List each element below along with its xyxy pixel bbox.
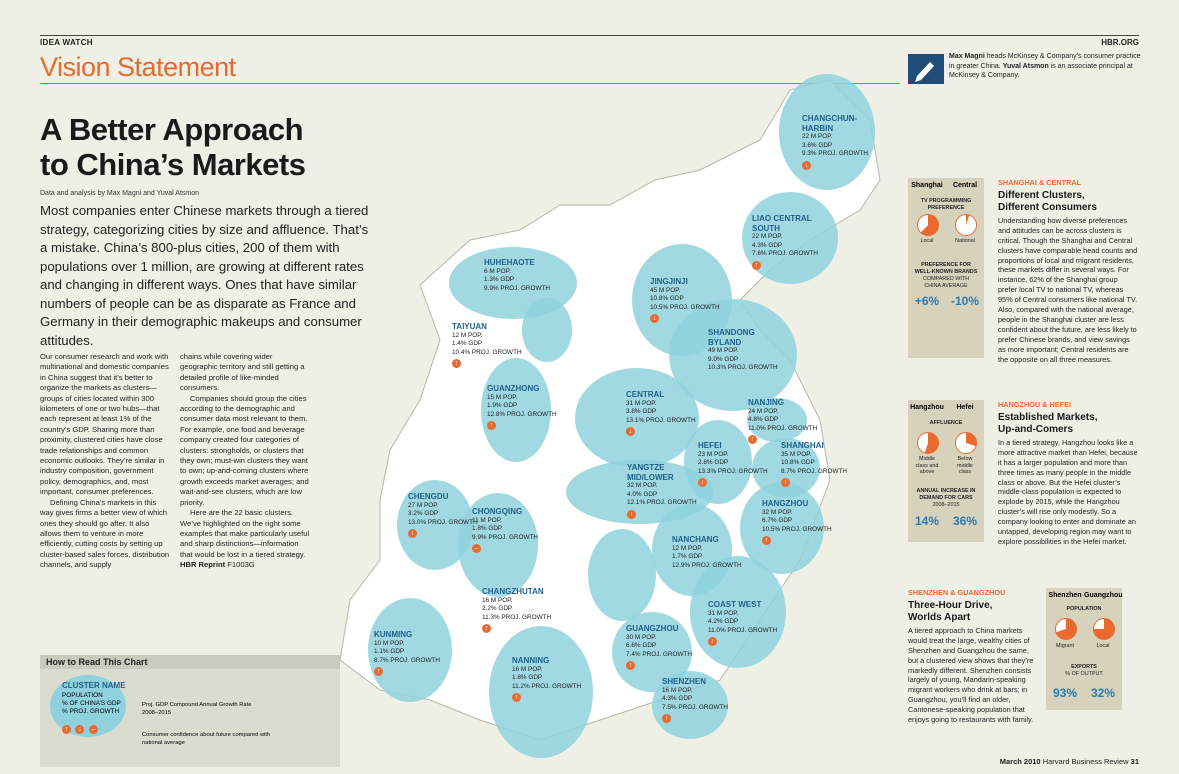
up-arrow-icon: ↑ — [482, 624, 491, 633]
kicker: IDEA WATCH — [40, 38, 93, 47]
metric-label — [908, 198, 984, 212]
legend-icons — [62, 718, 98, 736]
cluster-label — [672, 535, 742, 570]
cluster-growth: 12.8% PROJ. GROWTH — [487, 410, 557, 418]
col-b: Hefei — [956, 404, 974, 411]
value-a: 93% — [1052, 686, 1078, 700]
cluster-population: 10 M POP. — [374, 639, 405, 647]
cluster-growth: 7.5% PROJ. GROWTH — [662, 703, 729, 711]
pen-icon — [908, 54, 944, 84]
caption-line: middle — [957, 462, 973, 469]
cluster-growth: 9.9% PROJ. GROWTH — [472, 533, 539, 541]
legend-cluster-name: CLUSTER NAME — [62, 681, 126, 690]
value-b: -10% — [950, 294, 979, 308]
down-arrow-icon: ↓ — [650, 314, 659, 323]
cluster-gdp: 4.3% GDP — [662, 695, 693, 703]
pie-caption: Local — [920, 238, 934, 244]
panel-title — [998, 412, 1138, 436]
metric-label: POPULATION — [1066, 606, 1102, 612]
cluster-growth: 13.0% PROJ. GROWTH — [408, 518, 478, 526]
up-arrow-icon: ↑ — [752, 261, 761, 270]
cluster-population: 45 M POP. — [650, 286, 681, 294]
cluster-growth: 7.4% PROJ. GROWTH — [626, 650, 693, 658]
panel-hangzhou-hefei — [908, 400, 984, 542]
down-arrow-icon: ↓ — [408, 529, 417, 538]
cluster-population: 32 M POP. — [762, 508, 793, 516]
cluster-gdp: 4.3% GDP — [752, 241, 783, 249]
metric-label — [908, 488, 984, 509]
cluster-name: SHANGHAI — [781, 441, 824, 450]
author-note — [949, 52, 1144, 81]
panel-section: SHENZHEN & GUANGZHOU — [908, 588, 1006, 597]
metric-label: AFFLUENCE — [929, 420, 963, 426]
neutral-arrow-icon: – — [472, 544, 481, 553]
down-arrow-icon: ↓ — [626, 427, 635, 436]
cluster-name: CHONGQING — [472, 507, 523, 516]
up-arrow-icon: ↑ — [781, 478, 790, 487]
cluster-name: HEFEI — [698, 441, 722, 450]
reprint-code: F1003G — [227, 560, 255, 570]
pie-chart — [955, 214, 977, 236]
cluster-name: HANGZHOU — [762, 499, 809, 508]
label-line: PREFERENCE FOR — [921, 262, 971, 268]
folio — [1000, 757, 1139, 766]
cluster-label — [472, 507, 538, 554]
cluster-growth: 11.0% PROJ. GROWTH — [748, 424, 818, 432]
panel-shanghai-central — [908, 178, 984, 358]
title-line: Up-and-Comers — [998, 423, 1074, 435]
cluster-name: MID/LOWER — [627, 472, 674, 482]
col-a: Hangzhou — [910, 404, 944, 411]
metric-label — [1046, 664, 1122, 678]
cluster-name: CHANGZHUTAN — [482, 587, 544, 596]
cluster-gdp: 4.8% GDP — [748, 416, 779, 424]
cluster-gdp: 1.3% GDP — [484, 276, 515, 284]
cluster-name: GUANGZHOU — [626, 624, 679, 633]
cluster-growth: 13.3% PROJ. GROWTH — [698, 467, 768, 475]
metric-label — [908, 262, 984, 290]
caption-line: Below — [957, 456, 973, 462]
cluster-name: BYLAND — [708, 337, 742, 347]
cluster-label — [512, 656, 581, 703]
up-arrow-icon: ↑ — [748, 435, 757, 444]
col-a: Shanghai — [911, 182, 943, 189]
cluster-label — [374, 630, 440, 677]
page-number: 31 — [1130, 757, 1139, 766]
cluster-population: 22 M POP. — [752, 233, 783, 240]
cluster-bubble — [588, 529, 656, 621]
cluster-gdp: 1.1% GDP — [374, 648, 405, 656]
legend-gdp: % OF CHINA’S GDP — [62, 700, 121, 707]
caption-line: class and — [915, 462, 939, 469]
panel-body: A tiered approach to China markets would treat the large, wealthy cities of Shenzhen and Guangzhou the same, but a clustered view shows that they’re markedly different. Shenzhen consists largely of young, Mandarin-speaking migrant workers who drink at bars; in Guangzhou, you’ll find an older, Cantonese-speaking population that enjoys going to restaurants with family. — [908, 625, 1034, 725]
cluster-label — [626, 390, 696, 437]
col-b: Guangzhou — [1084, 592, 1123, 599]
author-note-end: is an associate principal at McKinsey & Company. — [949, 62, 1133, 79]
neutral-icon: – — [89, 725, 98, 734]
cluster-population: 35 M POP. — [781, 450, 812, 458]
cluster-population: 12 M POP. — [672, 544, 703, 552]
cluster-name: SHENZHEN — [662, 677, 707, 686]
cluster-name: HARBIN — [802, 123, 834, 133]
label-line: EXPORTS — [1071, 664, 1097, 670]
col-b: Central — [952, 182, 978, 189]
pie-chart — [917, 432, 939, 454]
cluster-growth: 10.5% PROJ. GROWTH — [650, 303, 720, 311]
body-column-2 — [180, 352, 310, 571]
panel-title — [908, 600, 1038, 624]
cluster-label — [650, 277, 720, 324]
pie-chart — [955, 432, 977, 454]
cluster-label — [762, 499, 832, 546]
up-arrow-icon: ↑ — [374, 667, 383, 676]
cluster-name: KUNMING — [374, 630, 413, 639]
up-arrow-icon: ↑ — [762, 536, 771, 545]
cluster-population: 16 M POP. — [482, 596, 513, 604]
cluster-gdp: 4.2% GDP — [708, 618, 739, 626]
headline-line-2: to China’s Markets — [40, 147, 306, 182]
pie-chart — [917, 214, 939, 236]
cluster-growth: 8.7% PROJ. GROWTH — [781, 467, 848, 475]
cluster-population: 6 M POP. — [484, 267, 511, 275]
cluster-name: NANJING — [748, 398, 785, 407]
cluster-population: 49 M POP. — [708, 347, 739, 354]
site-link[interactable]: HBR.ORG — [1101, 38, 1139, 47]
body-text: Here are the 22 basic clusters. We’ve highlighted on the right some examples that make particularly useful and sharp distinctions—information that would be lost in a tiered strategy. — [180, 508, 310, 559]
headline — [40, 112, 360, 182]
pie-caption — [946, 456, 984, 476]
up-arrow-icon: ↑ — [512, 693, 521, 702]
label-line: 2008–2015 — [932, 502, 960, 508]
cluster-gdp: 9.0% GDP — [708, 355, 739, 363]
cluster-name: GUANZHONG — [487, 384, 540, 393]
legend-box — [40, 655, 340, 767]
cluster-population: 32 M POP. — [627, 482, 658, 489]
body-paragraph: Our consumer research and work with multinational and domestic companies in China suggest that it’s better to organize the markets as clusters—groups of cities located within 300 kilometers of one or two hubs—that each represent at least 1% of the country’s GDP. Sharing more than proximity, clustered cities have close trade relationships and common economic outlooks. They’re similar in industry composition, government policy, demographics, and, most important, consumer preferences. — [40, 352, 169, 497]
cluster-name: COAST WEST — [708, 600, 762, 609]
magazine-name: Harvard Business Review — [1042, 757, 1129, 766]
legend-population: POPULATION — [62, 692, 103, 699]
panel-text-shenzhen-guangzhou — [908, 588, 1038, 725]
cluster-label — [626, 624, 692, 671]
cluster-gdp: 1.7% GDP — [672, 553, 703, 561]
cluster-gdp: 10.8% GDP — [650, 295, 684, 303]
cluster-label — [748, 398, 817, 445]
up-arrow-icon: ↑ — [626, 661, 635, 670]
cluster-label — [802, 114, 868, 170]
cluster-population: 31 M POP. — [708, 609, 739, 617]
body-paragraph: Defining China’s markets in this way gives firms a better view of which ones they should go after. It also allows them to venture in more efficiently, cutting costs by setting up cluster-based sales forces, distribution channels, and supply — [40, 497, 170, 570]
panel-section: SHANGHAI & CENTRAL — [998, 178, 1082, 187]
value-b: 32% — [1090, 686, 1116, 700]
cluster-label — [708, 600, 777, 647]
cluster-growth: 8.7% PROJ. GROWTH — [374, 656, 441, 664]
cluster-name: LIAO CENTRAL — [752, 214, 812, 223]
cluster-label — [708, 328, 778, 373]
panel-body: In a tiered strategy, Hangzhou looks like a more attractive market than Hefei, because it has a larger population and more than three times as many people in the middle class or above. But the Hefei cluster’s middle-class population is expected to explode by 2015, while the Hangzhou cluster’s will rise only modestly. So a company looking to enter and dominate an untapped, developing region may want to explore possibilities in the Hefei market. — [998, 437, 1138, 546]
up-arrow-icon: ↑ — [487, 421, 496, 430]
cluster-population: 24 M POP. — [748, 407, 779, 415]
label-line: PREFERENCE — [927, 205, 965, 211]
cluster-label — [408, 492, 478, 539]
cluster-name: CENTRAL — [626, 390, 665, 399]
label-line: COMPARED WITH — [922, 276, 970, 282]
up-arrow-icon: ↑ — [62, 725, 71, 734]
cluster-growth: 7.6% PROJ. GROWTH — [752, 250, 819, 258]
cluster-gdp: 10.8% GDP — [781, 459, 815, 467]
cluster-growth: 10.4% PROJ. GROWTH — [452, 348, 522, 356]
cluster-gdp: 3.6% GDP — [802, 141, 833, 149]
cluster-label — [487, 384, 557, 431]
cluster-name: HUHEHAOTE — [484, 258, 535, 267]
author-name-1: Max Magni — [949, 53, 985, 60]
author-name-2: Yuval Atsmon — [1002, 62, 1049, 70]
cluster-bubble — [522, 298, 572, 362]
cluster-gdp: 1.8% GDP — [472, 525, 503, 533]
body-paragraph: Companies should group the cities according to the demographic and consumer data most relevant to them. For example, one food and beverage company created four categories of clusters: strongholds, or clusters that they own; must-win clusters they want to own; up-and-coming clusters where growth exceeds market averages; and wait-and-see clusters, which are low priority. — [180, 393, 309, 507]
cluster-population: 16 M POP. — [662, 686, 693, 694]
label-line: ANNUAL INCREASE IN — [916, 488, 976, 494]
cluster-name: CHANGCHUN- — [802, 114, 858, 123]
label-line: CHINA AVERAGE — [924, 283, 968, 289]
cluster-growth: 10.3% PROJ. GROWTH — [708, 364, 778, 372]
cluster-population: 15 M POP. — [487, 393, 518, 401]
author-note-mid: heads McKinsey & Company’s consumer practice in greater China. — [949, 53, 1141, 70]
caption-line: Middle — [919, 456, 935, 462]
panel-title — [998, 190, 1138, 214]
cluster-gdp: 2.8% GDP — [698, 459, 729, 467]
reprint-label: HBR Reprint — [180, 560, 226, 570]
cluster-growth: 12.1% PROJ. GROWTH — [627, 499, 697, 507]
panel-section: HANGZHOU & HEFEI — [998, 400, 1071, 409]
down-arrow-icon: ↓ — [708, 637, 717, 646]
cluster-population: 30 M POP. — [626, 633, 657, 641]
panel-text-shanghai-central — [998, 178, 1138, 365]
body-paragraph: chains while covering wider geographic territory and still getting a detailed profile of like-minded consumers. — [180, 352, 305, 393]
title-line: Different Clusters, — [998, 189, 1085, 201]
cluster-gdp: 1.8% GDP — [512, 674, 543, 682]
cluster-label — [662, 677, 728, 724]
pie-chart — [1055, 618, 1077, 640]
cluster-name: NANCHANG — [672, 535, 719, 544]
panel-text-hangzhou-hefei — [998, 400, 1138, 547]
label-line: DEMAND FOR CARS — [919, 495, 973, 501]
cluster-growth: 11.3% PROJ. GROWTH — [482, 613, 552, 621]
title-line: Worlds Apart — [908, 611, 971, 623]
pie-chart — [1093, 618, 1115, 640]
pie-caption: Migrant — [1056, 643, 1074, 649]
issue-date: March 2010 — [999, 757, 1041, 766]
cluster-population: 22 M POP. — [802, 133, 833, 140]
cluster-label — [627, 463, 697, 519]
headline-line-1: A Better Approach — [40, 112, 304, 147]
cluster-gdp: 1.4% GDP — [452, 340, 483, 348]
cluster-growth: 13.1% PROJ. GROWTH — [626, 416, 696, 424]
label-line: WELL-KNOWN BRANDS — [914, 269, 978, 275]
cluster-population: 23 M POP. — [698, 450, 729, 458]
cluster-population: 31 M POP. — [626, 399, 657, 407]
label-line: TV PROGRAMMING — [920, 198, 972, 204]
value-a: 14% — [914, 514, 940, 528]
caption-line: class — [958, 469, 972, 475]
section-title: Vision Statement — [40, 52, 236, 82]
panel-shenzhen-guangzhou — [1046, 588, 1122, 710]
cluster-growth: 11.2% PROJ. GROWTH — [512, 682, 582, 690]
title-line: Established Markets, — [998, 411, 1098, 423]
cluster-name: CHENGDU — [408, 492, 449, 501]
up-arrow-icon: ↑ — [452, 359, 461, 368]
down-arrow-icon: ↓ — [802, 161, 811, 170]
label-line: % OF OUTPUT — [1065, 671, 1103, 677]
cluster-label — [482, 587, 551, 634]
body-column-1 — [40, 352, 170, 571]
pie-caption: Local — [1096, 643, 1110, 649]
cluster-growth: 11.0% PROJ. GROWTH — [708, 626, 778, 634]
pie-caption — [908, 456, 946, 476]
cluster-name: NANNING — [512, 656, 550, 665]
cluster-gdp: 1.9% GDP — [487, 402, 518, 410]
cluster-gdp: 6.7% GDP — [762, 517, 793, 525]
legend-growth: % PROJ. GROWTH — [62, 708, 120, 715]
cluster-gdp: 4.0% GDP — [627, 490, 658, 498]
cluster-population: 12 M POP. — [452, 331, 483, 339]
cluster-name: SHANDONG — [708, 328, 755, 337]
cluster-name: TAIYUAN — [452, 322, 487, 331]
cluster-label — [752, 214, 818, 270]
down-arrow-icon: ↓ — [698, 478, 707, 487]
col-a: Shenzhen — [1048, 592, 1082, 599]
dek: Most companies enter Chinese markets through a tiered strategy, categorizing cities by size and affluence. That’s a mistake. China’s 800-plus cities, 200 of them with populations over 1 million, are growing at different rates and changing in different ways. Ones that have similar numbers of people can be as disparate as France and Germany in their demographic makeups and consumer attitudes. — [40, 203, 369, 348]
cluster-gdp: 2.2% GDP — [482, 605, 513, 613]
caption-line: above — [919, 469, 935, 475]
legend-confidence-note: Consumer confidence about future compared with national average — [142, 732, 271, 746]
cluster-label — [484, 258, 550, 293]
up-arrow-icon: ↑ — [627, 510, 636, 519]
cluster-growth: 10.5% PROJ. GROWTH — [762, 525, 832, 533]
panel-body: Understanding how diverse preferences and attitudes can be across clusters is critical. Though the Shanghai and Central clusters have comparable head counts and proportions of local and migrant residents, these markets differ in several ways. For instance, 62% of the Shanghai group prefer local TV to national TV, whereas 95% of Central consumers like national TV. Also, compared with the national average, people in the Shanghai cluster are less confident about the future, are less likely to prefer Chinese brands, and view savings as more important; Central residents are the opposite on all three measures. — [998, 215, 1138, 364]
title-line: Different Consumers — [998, 201, 1097, 213]
up-arrow-icon: ↑ — [662, 714, 671, 723]
cluster-label — [452, 322, 522, 369]
cluster-population: 27 M POP. — [408, 501, 439, 509]
down-arrow-icon: ↓ — [75, 725, 84, 734]
cluster-label — [698, 441, 768, 488]
cluster-population: 11 M POP. — [472, 516, 502, 524]
value-b: 36% — [952, 514, 978, 528]
title-line: Three-Hour Drive, — [908, 599, 993, 611]
cluster-growth: 9.3% PROJ. GROWTH — [802, 150, 869, 158]
cluster-growth: 9.9% PROJ. GROWTH — [484, 284, 551, 292]
cluster-label — [781, 441, 847, 488]
cluster-name: JINGJINJI — [650, 277, 688, 286]
cluster-gdp: 3.2% GDP — [408, 510, 439, 518]
value-a: +6% — [914, 294, 940, 308]
cluster-name: SOUTH — [752, 223, 780, 233]
body-paragraph — [180, 508, 310, 570]
byline: Data and analysis by Max Magni and Yuval Atsmon — [40, 190, 200, 197]
cluster-gdp: 3.8% GDP — [626, 408, 657, 416]
cluster-population: 16 M POP. — [512, 665, 543, 673]
cluster-gdp: 6.6% GDP — [626, 642, 657, 650]
legend-title: How to Read This Chart — [40, 655, 340, 669]
cluster-growth: 12.9% PROJ. GROWTH — [672, 561, 742, 569]
legend-growth-note: Proj. GDP Compound Annual Growth Rate 2008–2015 — [142, 702, 252, 716]
pie-caption: National — [955, 238, 975, 244]
cluster-name: YANGTZE — [627, 463, 665, 472]
